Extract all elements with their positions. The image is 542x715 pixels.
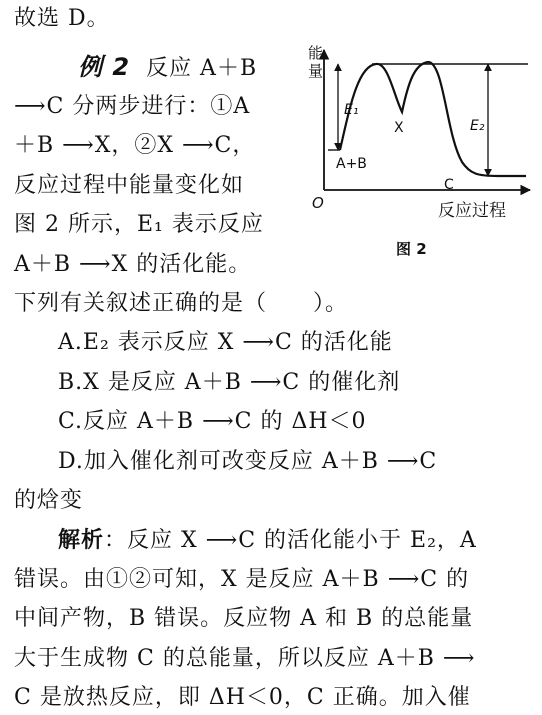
text-line-3: ⟶C 分两步进行：①A — [14, 94, 251, 119]
analysis-text-5: C 是放热反应，即 ΔH＜0，C 正确。加入催 — [14, 685, 471, 710]
analysis-text-2: 错误。由①②可知，X 是反应 A＋B ⟶C 的 — [14, 567, 470, 592]
option-d: D.加入催化剂可改变反应 A＋B ⟶C — [58, 449, 438, 474]
example-line — [78, 52, 257, 84]
origin-label: O — [312, 194, 324, 212]
product-label: C — [444, 177, 454, 193]
analysis-line — [58, 525, 477, 556]
y-axis-label-1: 能 — [308, 44, 324, 62]
question-line: 下列有关叙述正确的是（ ）。 — [14, 291, 349, 316]
analysis-label: 解析 — [58, 527, 105, 553]
option-d-cont: 的焓变 — [14, 488, 84, 513]
text-line-4: ＋B ⟶X，②X ⟶C， — [14, 133, 256, 158]
option-c: C.反应 A＋B ⟶C 的 ΔH＜0 — [58, 409, 367, 434]
text-line-1: 故选 D。 — [14, 6, 110, 31]
option-b: B.X 是反应 A＋B ⟶C 的催化剂 — [58, 370, 401, 395]
energy-diagram — [298, 44, 536, 224]
analysis-text-3: 中间产物，B 错误。反应物 A 和 B 的总能量 — [14, 606, 474, 631]
energy-curve — [340, 62, 526, 176]
y-axis-label-2: 量 — [308, 62, 324, 80]
option-a: A.E₂ 表示反应 X ⟶C 的活化能 — [58, 330, 393, 355]
text-line-2: 反应 A＋B — [146, 56, 258, 81]
example-label: 例 2 — [78, 53, 131, 81]
text-line-6: 图 2 所示，E₁ 表示反应 — [14, 212, 264, 237]
e1-label: E₁ — [344, 102, 359, 118]
intermediate-label: X — [394, 120, 404, 136]
text-line-5: 反应过程中能量变化如 — [14, 173, 245, 198]
text-line-7: A＋B ⟶X 的活化能。 — [14, 252, 252, 277]
e2-label: E₂ — [470, 118, 485, 134]
analysis-text-1: ：反应 X ⟶C 的活化能小于 E₂，A — [104, 528, 477, 553]
x-axis-label: 反应过程 — [438, 201, 506, 221]
analysis-text-4: 大于生成物 C 的总能量，所以反应 A＋B ⟶ — [14, 646, 476, 671]
reactant-label: A+B — [336, 156, 367, 172]
figure-caption: 图 2 — [396, 240, 427, 258]
